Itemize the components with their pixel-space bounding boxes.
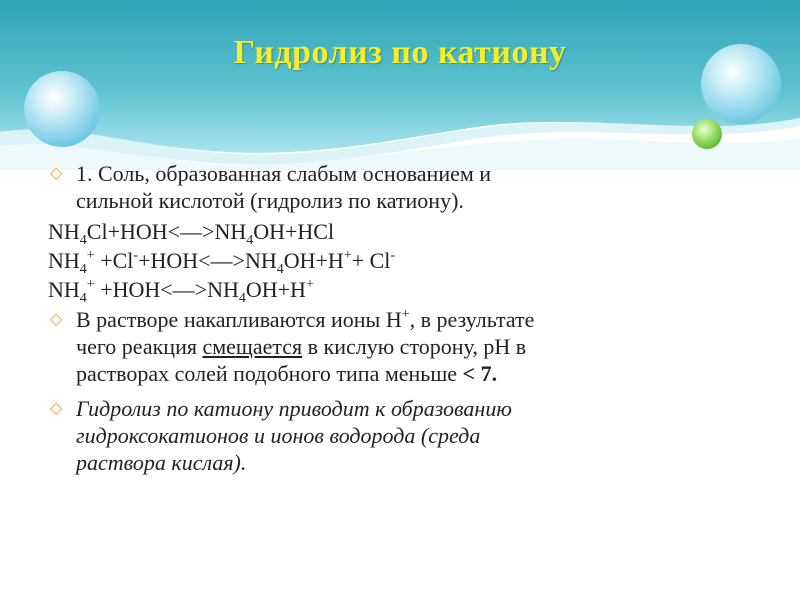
equation-full-ionic: $NH_4^+$ $+Cl^-+HOH<—>NH_4OH+H^++ Cl^-$ <box>48 248 396 277</box>
equations <box>48 218 738 306</box>
slide-content <box>48 160 738 476</box>
paragraph-conclusion <box>48 395 738 476</box>
text-line: чего реакция смещается в кислую сторону, рН в <box>76 334 527 359</box>
text-line: Гидролиз по катиону приводит к образованию <box>76 396 512 421</box>
text-line: гидроксокатионов и ионов водорода (среда <box>76 423 481 448</box>
underlined-word: смещается <box>202 334 303 359</box>
paragraph-salt-definition <box>48 160 738 214</box>
text-line: В растворе накапливаются ионы Н+, в результате <box>76 307 535 332</box>
equation-molecular: $NH_4Cl+HOH<—>NH_4OH+HCl$ <box>48 219 335 248</box>
hollow-diamond-bullet-icon: ◇ <box>50 400 63 417</box>
hollow-diamond-bullet-icon: ◇ <box>50 311 63 328</box>
text-line: 1. Соль, образованная слабым основанием и <box>76 161 492 186</box>
paragraph-h-ions <box>48 306 738 387</box>
text-line: раствора кислая). <box>76 450 247 475</box>
decorative-ball-green <box>692 119 722 149</box>
equation-short-ionic: $NH_4^+$ $+HOH<—>NH_4OH+H^+$ <box>48 277 314 306</box>
text-line: сильной кислотой (гидролиз по катиону). <box>76 188 464 213</box>
ph-value: < 7. <box>462 361 498 386</box>
header-background <box>0 0 800 170</box>
slide-title: Гидролиз по катиону <box>233 34 567 71</box>
decorative-ball-left <box>24 71 100 147</box>
hollow-diamond-bullet-icon: ◇ <box>50 165 63 182</box>
text-line: растворах солей подобного типа меньше < 7. <box>76 361 498 386</box>
